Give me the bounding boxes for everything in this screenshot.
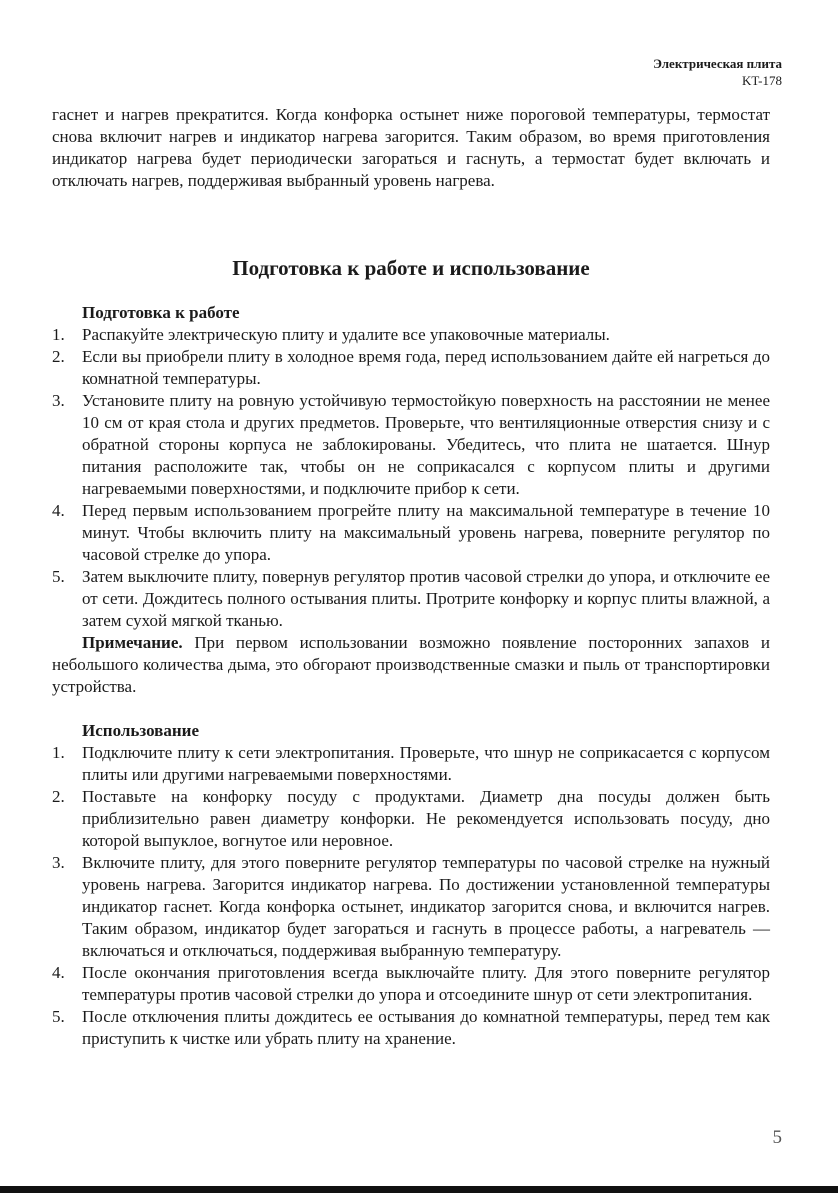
list-item	[52, 742, 770, 786]
page-number: 5	[772, 1127, 782, 1148]
item-number: 2.	[52, 347, 65, 366]
note-text: При первом использовании возможно появление посторонних запахов и небольшого количества дыма, это обгорают производственные смазки и пыль от транспортировки устройства.	[52, 633, 770, 696]
running-header	[653, 55, 782, 89]
item-text: Если вы приобрели плиту в холодное время года, перед использованием дайте ей нагреться до комнатной температуры.	[82, 347, 770, 388]
item-text: Перед первым использованием прогрейте плиту на максимальной температуре в течение 10 минут. Чтобы включить плиту на максимальный уровень нагрева, поверните регулятор по часовой стрелке до упора.	[82, 501, 770, 564]
list-item	[52, 566, 770, 632]
list-item	[52, 962, 770, 1006]
list-item	[52, 852, 770, 962]
header-title: Электрическая плита	[653, 56, 782, 71]
usage-list	[52, 742, 770, 1050]
item-number: 3.	[52, 853, 65, 872]
preparation-heading: Подготовка к работе	[82, 303, 240, 322]
scan-edge-bar	[0, 1186, 838, 1193]
item-number: 4.	[52, 963, 65, 982]
section-gap	[52, 698, 770, 720]
item-text: Поставьте на конфорку посуду с продуктами. Диаметр дна посуды должен быть приблизительно равен диаметру конфорки. Не рекомендуется использовать посуду, дно которой выпуклое, вогнутое или неровное.	[82, 787, 770, 850]
item-text: Затем выключите плиту, повернув регулятор против часовой стрелки до упора, и отключите ее от сети. Дождитесь полного остывания плиты. Протрите конфорку и корпус плиты влажной, а затем сухой мягкой тканью.	[82, 567, 770, 630]
intro-paragraph: гаснет и нагрев прекратится. Когда конфорка остынет ниже пороговой температуры, термостат снова включит нагрев и индикатор нагрева загорится. Таким образом, во время приготовления индикатор нагрева будет периодически загораться и гаснуть, а термостат будет включать и отключать нагрев, поддерживая выбранный уровень нагрева.	[52, 105, 770, 190]
list-item	[52, 346, 770, 390]
list-item	[52, 786, 770, 852]
item-text: Включите плиту, для этого поверните регулятор температуры по часовой стрелке на нужный уровень нагрева. Загорится индикатор нагрева. По достижении установленной температуры индикатор гаснет. Когда конфорка остынет, индикатор загорится снова, и включится нагрев. Таким образом, индикатор будет загораться и гаснуть в процессе работы, а нагреватель — включаться и отключаться, поддерживая выбранную температуру.	[82, 853, 770, 960]
item-number: 4.	[52, 501, 65, 520]
item-text: Установите плиту на ровную устойчивую термостойкую поверхность на расстоянии не менее 10 см от края стола и других предметов. Проверьте, что вентиляционные отверстия снизу и с обратной стороны корпуса не заблокированы. Убедитесь, что плита не шатается. Шнур питания расположите так, чтобы он не соприкасался с корпусом плиты и другими нагреваемыми поверхностями, и подключите прибор к сети.	[82, 391, 770, 498]
item-number: 5.	[52, 567, 65, 586]
section-title: Подготовка к работе и использование	[232, 256, 590, 280]
item-number: 5.	[52, 1007, 65, 1026]
item-number: 1.	[52, 325, 65, 344]
item-text: После отключения плиты дождитесь ее остывания до комнатной температуры, перед тем как приступить к чистке или убрать плиту на хранение.	[82, 1007, 770, 1048]
item-text: Подключите плиту к сети электропитания. Проверьте, что шнур не соприкасается с корпусом плиты или другими нагреваемыми поверхностями.	[82, 743, 770, 784]
note-paragraph	[52, 632, 770, 698]
note-label: Примечание.	[82, 633, 183, 652]
item-number: 3.	[52, 391, 65, 410]
usage-heading: Использование	[82, 721, 199, 740]
page-content	[52, 104, 770, 1050]
item-text: Распакуйте электрическую плиту и удалите все упаковочные материалы.	[82, 325, 610, 344]
header-model: KT-178	[742, 73, 782, 88]
item-number: 2.	[52, 787, 65, 806]
item-number: 1.	[52, 743, 65, 762]
item-text: После окончания приготовления всегда выключайте плиту. Для этого поверните регулятор температуры против часовой стрелки до упора и отсоедините шнур от сети электропитания.	[82, 963, 770, 1004]
preparation-list	[52, 324, 770, 632]
list-item	[52, 500, 770, 566]
list-item	[52, 324, 770, 346]
list-item	[52, 1006, 770, 1050]
list-item	[52, 390, 770, 500]
